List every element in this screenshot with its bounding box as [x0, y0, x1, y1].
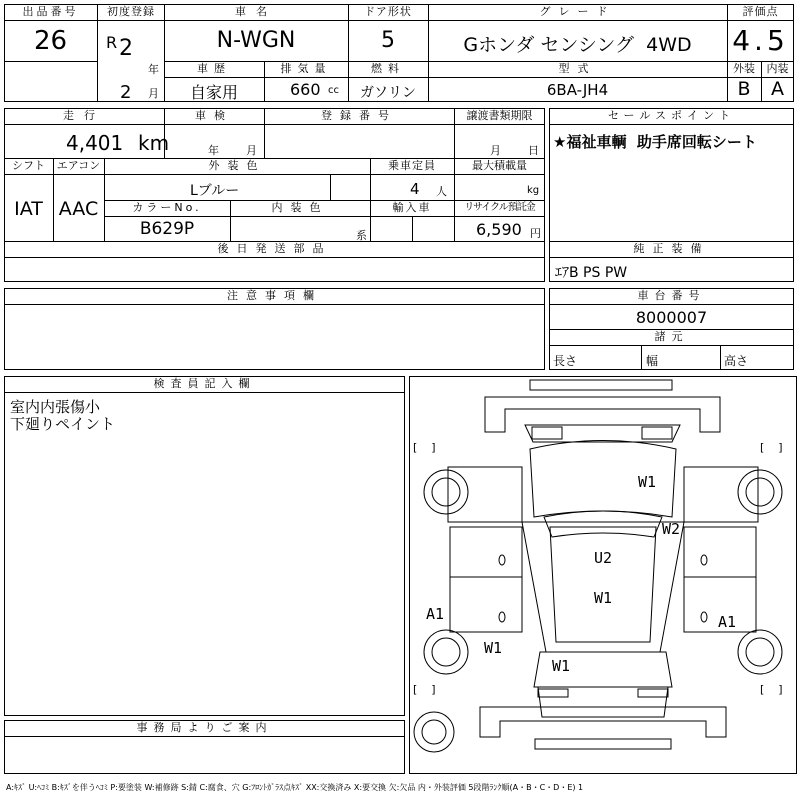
doors: 5 [381, 28, 395, 53]
exterior-label: 外装 [733, 62, 755, 75]
mileage-label: 走行 [63, 109, 105, 122]
grade: Gホンダ センシング 4WD [463, 34, 692, 56]
exterior-color: Lブルー [190, 183, 240, 199]
history-label: 車歴 [197, 62, 231, 75]
inspection-month-unit: 月 [246, 144, 257, 157]
model: 6BA-JH4 [546, 81, 609, 99]
inspection-year-unit: 年 [208, 144, 219, 157]
recycle-label: リサイクル預託金 [464, 202, 535, 213]
shift: IAT [14, 198, 43, 220]
mark-left-side-a1: A1 [426, 605, 445, 623]
equipment-text: ｴｱB PS PW [555, 265, 628, 281]
grade-label: グレード [539, 5, 616, 18]
mileage-unit: km [138, 131, 170, 155]
fuel-label: 燃料 [371, 62, 405, 75]
inspector-label: 検査員記入欄 [153, 377, 256, 390]
era-year: 2 [119, 36, 133, 61]
inspection-label: 車検 [195, 109, 233, 122]
damage-diagram [409, 376, 797, 774]
lot-number: 26 [33, 26, 68, 56]
fuel: ガソリン [360, 85, 416, 101]
inspector-line-1: 室内内張傷小 [10, 398, 101, 416]
registration-month: 2 [120, 82, 132, 103]
bracket-front-left: [ ] [413, 441, 436, 454]
mark-pillar-w2: W2 [662, 520, 681, 538]
mark-roof-u2: U2 [594, 549, 613, 567]
recycle-amount: 6,590 [476, 220, 522, 239]
car-name-label: 車名 [235, 5, 277, 18]
capacity-unit: 人 [436, 185, 447, 198]
interior-label: 内装 [766, 62, 789, 75]
equipment-label: 純正装備 [633, 242, 710, 255]
mileage: 4,401 [66, 131, 124, 155]
inspector-line-2: 下廻りペイント [10, 415, 116, 433]
legend: A:ｷｽﾞ U:ﾍｺﾐ B:ｷｽﾞを伴うﾍｺﾐ P:要塗装 W:補修跡 S:錆 C:腐食、穴 G:ﾌﾛﾝﾄｶﾞﾗｽ点ｷｽﾞ XX:交換済み X:要交換 欠:欠品 内・外装評価 5段階ﾗﾝｸ順(A・B・C・D・E) 1 [6, 783, 584, 792]
mark-hood-w1: W1 [638, 473, 657, 491]
max-load-unit: kg [527, 185, 540, 196]
notes-label: 注意事項欄 [227, 289, 322, 302]
lot-number-label: 出品番号 [22, 5, 79, 18]
era: R [106, 33, 118, 52]
displacement: 660 [290, 80, 321, 99]
year-unit: 年 [148, 63, 159, 76]
recycle-unit: 円 [530, 227, 541, 240]
transfer-month-unit: 月 [490, 144, 501, 157]
interior-grade: A [771, 78, 784, 100]
color-number: B629P [139, 219, 195, 239]
mark-rear-w1: W1 [552, 657, 571, 675]
width-label: 幅 [646, 354, 659, 368]
import-label: 輸入車 [392, 201, 432, 214]
interior-color-unit: 系 [356, 229, 367, 242]
bracket-front-right: [ ] [760, 441, 783, 454]
model-label: 型式 [558, 62, 597, 75]
shift-label: シフト [12, 159, 45, 172]
office-label: 事務局よりご案内 [136, 721, 273, 734]
max-load-label: 最大積載量 [472, 159, 527, 172]
car-name: N-WGN [216, 28, 296, 53]
chassis-label: 車台番号 [637, 289, 706, 302]
bracket-rear-left: [ ] [413, 683, 436, 696]
transfer-deadline-label: 譲渡書類期限 [466, 109, 533, 122]
ac: AAC [58, 198, 99, 220]
interior-color-label: 内装色 [271, 201, 329, 214]
later-parts-label: 後日発送部品 [217, 242, 332, 255]
mark-right-side-a1: A1 [718, 613, 737, 631]
month-unit: 月 [148, 87, 159, 100]
specs-label: 諸元 [654, 330, 689, 343]
ac-label: エアコン [56, 159, 101, 172]
bracket-rear-right: [ ] [760, 683, 783, 696]
sales-point-label: セールスポイント [607, 109, 735, 122]
score-label: 評価点 [742, 5, 779, 18]
door-label: ドア形状 [364, 5, 412, 18]
capacity-label: 乗車定員 [388, 159, 436, 172]
mark-rear-left-w1: W1 [484, 639, 503, 657]
first-registration-label: 初度登録 [107, 5, 155, 18]
chassis-number: 8000007 [635, 308, 708, 327]
exterior-grade: B [737, 78, 751, 100]
color-number-label: カラーNo. [132, 201, 202, 214]
length-label: 長さ [553, 354, 578, 368]
score: 4.5 [732, 24, 789, 57]
mark-roof-w1: W1 [594, 589, 613, 607]
height-label: 高さ [724, 354, 749, 368]
registration-number-label: 登録番号 [321, 109, 397, 122]
history: 自家用 [189, 83, 238, 102]
exterior-color-label: 外装色 [208, 159, 266, 172]
displacement-label: 排気量 [280, 62, 332, 75]
displacement-unit: cc [328, 85, 339, 96]
sales-point-text: ★福祉車輌 助手席回転シート [553, 133, 757, 151]
capacity: 4 [410, 180, 420, 198]
transfer-day-unit: 日 [528, 144, 539, 157]
